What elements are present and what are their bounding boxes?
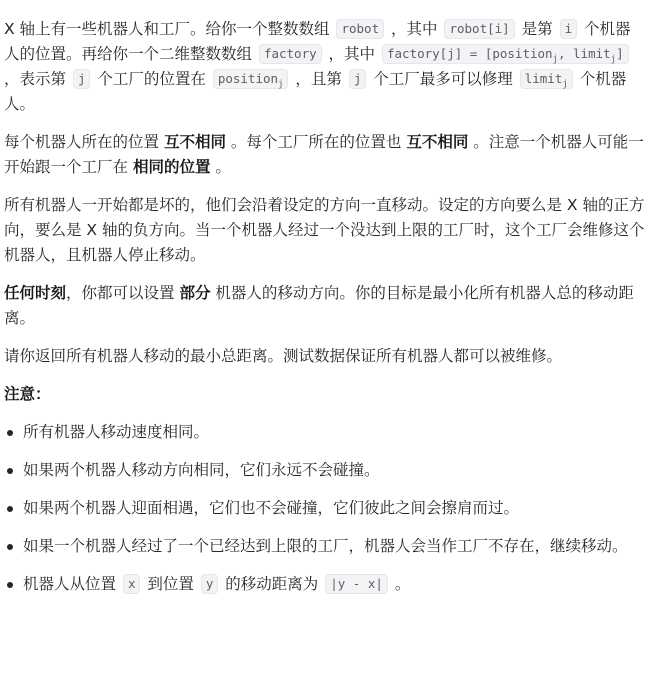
- text: 是第: [516, 20, 558, 38]
- subscript: j: [610, 54, 617, 65]
- bold-text: 相同的位置: [132, 158, 211, 176]
- code-text: position: [217, 71, 279, 86]
- code-y: y: [201, 574, 219, 594]
- text: 。: [389, 575, 411, 593]
- code-limit-j: [520, 69, 573, 89]
- code-i: i: [560, 19, 578, 39]
- code-text: ]: [616, 46, 624, 61]
- text: 到位置: [142, 575, 199, 593]
- subscript: j: [278, 79, 284, 90]
- code-position-j: [213, 69, 289, 89]
- text: 的移动距离为: [220, 575, 324, 593]
- text: X 轴上有一些机器人和工厂。给你一个整数数组: [4, 20, 335, 38]
- list-item: 如果两个机器人迎面相遇，它们也不会碰撞，它们彼此之间会擦肩而过。: [4, 496, 646, 521]
- code-factory-j: [382, 44, 629, 64]
- subscript: j: [562, 79, 568, 90]
- bold-text: 部分: [179, 284, 211, 302]
- code-factory: factory: [259, 44, 322, 64]
- code-robot-i: robot[i]: [444, 19, 514, 39]
- list-item: 如果两个机器人移动方向相同，它们永远不会碰撞。: [4, 458, 646, 483]
- paragraph-return: 请你返回所有机器人移动的最小总距离。测试数据保证所有机器人都可以被维修。: [4, 347, 563, 365]
- paragraph-movement: 所有机器人一开始都是坏的，他们会沿着设定的方向一直移动。设定的方向要么是 X 轴的正方向，要么是 X 轴的负方向。当一个机器人经过一个没达到上限的工厂时，这个工厂会维修这个机器人，且机器人停止移动。: [4, 196, 645, 264]
- paragraph-setup: [4, 17, 646, 117]
- text: ，且第: [290, 70, 347, 88]
- problem-description: [4, 17, 646, 610]
- text: 个工厂最多可以修理: [368, 70, 518, 88]
- bold-text: 注意：: [4, 385, 51, 403]
- text: 。: [210, 158, 231, 176]
- bold-text: 互不相同: [406, 133, 469, 151]
- text: 个工厂的位置在: [92, 70, 211, 88]
- list-item: [4, 572, 646, 597]
- code-robot: robot: [336, 19, 384, 39]
- paragraph-goal: [4, 281, 646, 331]
- text: 个机器人的位置。再给你一个二维整数数组: [4, 20, 631, 63]
- bold-text: 互不相同: [163, 133, 226, 151]
- paragraph-distinct: [4, 130, 646, 180]
- notes-list: [4, 420, 646, 597]
- text: 每个机器人所在的位置: [4, 133, 164, 151]
- code-j: j: [73, 69, 91, 89]
- list-item: 如果一个机器人经过了一个已经达到上限的工厂，机器人会当作工厂不存在，继续移动。: [4, 534, 646, 559]
- code-text: , limit: [557, 46, 611, 61]
- list-item: 所有机器人移动速度相同。: [4, 420, 646, 445]
- text: 机器人的移动方向。你的目标是最小化所有机器人总的移动距离。: [4, 284, 634, 327]
- note-heading: [4, 382, 646, 407]
- text: ，其中: [386, 20, 443, 38]
- text: 个机器人。: [4, 70, 627, 113]
- subscript: j: [552, 54, 558, 65]
- code-text: limit: [524, 71, 563, 86]
- bold-text: 任何时刻: [4, 284, 67, 302]
- text: ，你都可以设置: [66, 284, 180, 302]
- text: ，其中: [323, 45, 380, 63]
- code-distance: |y - x|: [325, 574, 388, 594]
- code-x: x: [123, 574, 141, 594]
- text: 。每个工厂所在的位置也: [225, 133, 407, 151]
- text: ，表示第: [4, 70, 71, 88]
- text: 机器人从位置: [23, 575, 121, 593]
- code-text: factory[j] = [position: [386, 46, 553, 61]
- code-j: j: [349, 69, 367, 89]
- text: 。注意一个机器人可能一开始跟一个工厂在: [4, 133, 644, 176]
